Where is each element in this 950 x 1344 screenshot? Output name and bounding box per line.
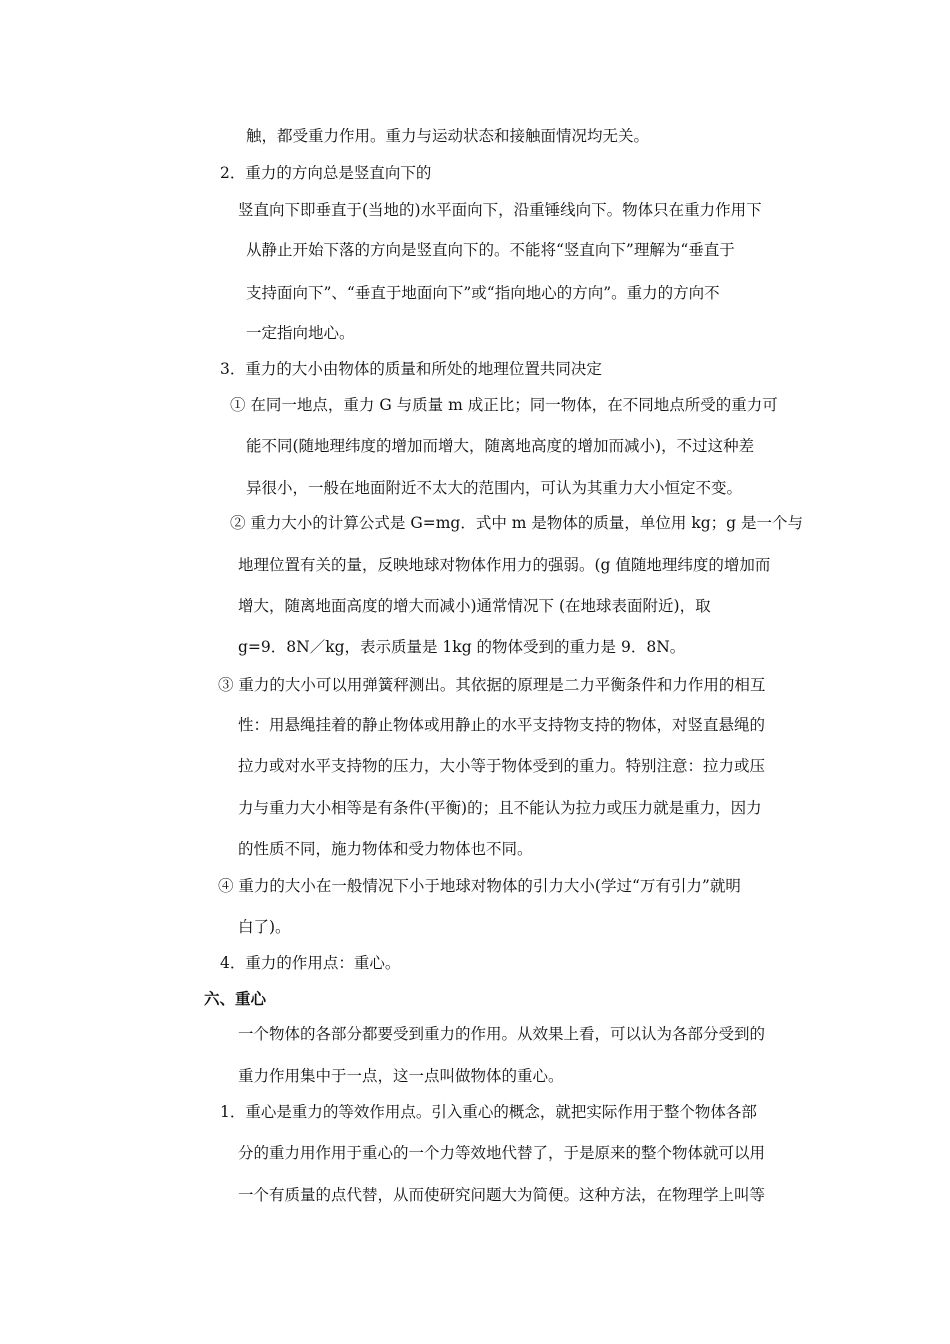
text-line: 支持面向下”、“垂直于地面向下”或“指向地心的方向”。重力的方向不 — [246, 284, 720, 302]
text-line: 重力作用集中于一点，这一点叫做物体的重心。 — [238, 1067, 564, 1085]
text-line: 能不同(随地理纬度的增加而增大，随离地高度的增加而减小)，不过这种差 — [246, 437, 755, 455]
text-line: 从静止开始下落的方向是竖直向下的。不能将“竖直向下”理解为“垂直于 — [246, 241, 735, 259]
list-item-heading: 1．重心是重力的等效作用点。引入重心的概念，就把实际作用于整个物体各部 — [220, 1103, 757, 1121]
text-line: ① 在同一地点，重力 G 与质量 m 成正比；同一物体，在不同地点所受的重力可 — [230, 396, 778, 414]
text-line: 触，都受重力作用。重力与运动状态和接触面情况均无关。 — [246, 127, 650, 145]
list-item-heading: 3．重力的大小由物体的质量和所处的地理位置共同决定 — [220, 360, 602, 378]
text-line: 一个有质量的点代替，从而使研究问题大为简便。这种方法，在物理学上叫等 — [238, 1186, 766, 1204]
text-line: g=9．8N／kg，表示质量是 1kg 的物体受到的重力是 9．8N。 — [238, 638, 686, 656]
text-line: 白了)。 — [238, 918, 291, 936]
text-line: 增大，随离地面高度的增大而减小)通常情况下 (在地球表面附近)，取 — [238, 597, 711, 615]
list-item-heading: 4．重力的作用点：重心。 — [220, 954, 401, 972]
text-line: 一定指向地心。 — [246, 324, 355, 342]
text-line: 异很小，一般在地面附近不太大的范围内，可认为其重力大小恒定不变。 — [246, 479, 743, 497]
section-heading: 六、重心 — [204, 989, 267, 1008]
text-line: 的性质不同，施力物体和受力物体也不同。 — [238, 840, 533, 858]
text-line: 拉力或对水平支持物的压力，大小等于物体受到的重力。特别注意：拉力或压 — [238, 757, 766, 775]
text-line: 性：用悬绳挂着的静止物体或用静止的水平支持物支持的物体，对竖直悬绳的 — [238, 716, 766, 734]
text-line: 一个物体的各部分都要受到重力的作用。从效果上看，可以认为各部分受到的 — [238, 1025, 766, 1043]
list-item-heading: 2．重力的方向总是竖直向下的 — [220, 164, 432, 182]
text-line: 分的重力用作用于重心的一个力等效地代替了，于是原来的整个物体就可以用 — [238, 1144, 766, 1162]
text-line: 力与重力大小相等是有条件(平衡)的；且不能认为拉力或压力就是重力，因力 — [238, 799, 762, 817]
text-line: ③ 重力的大小可以用弹簧秤测出。其依据的原理是二力平衡条件和力作用的相互 — [218, 676, 766, 694]
text-line: ④ 重力的大小在一般情况下小于地球对物体的引力大小(学过“万有引力”就明 — [218, 877, 741, 895]
text-line: 竖直向下即垂直于(当地的)水平面向下，沿重锤线向下。物体只在重力作用下 — [238, 201, 762, 219]
text-line: 地理位置有关的量，反映地球对物体作用力的强弱。(g 值随地理纬度的增加而 — [238, 556, 771, 574]
text-line: ② 重力大小的计算公式是 G=mg．式中 m 是物体的质量，单位用 kg；g 是一个与 — [230, 514, 803, 532]
